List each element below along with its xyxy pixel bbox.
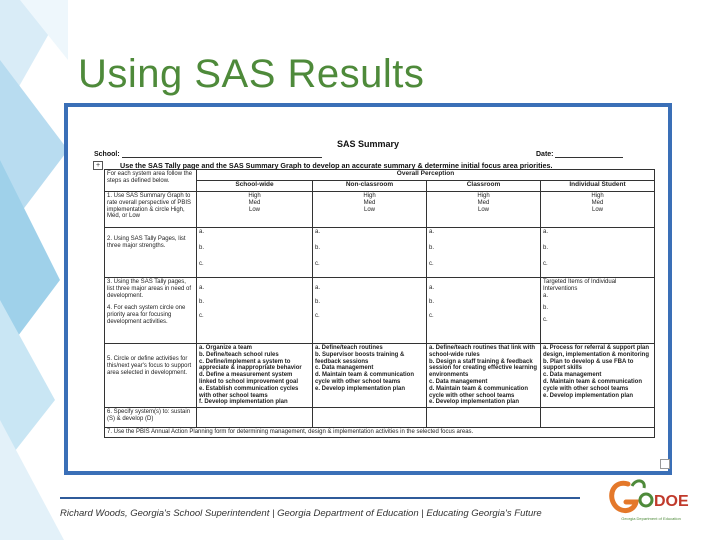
row6-label: 6. Specify system(s) to: sustain (S) & develop (D) [105, 408, 197, 428]
date-label: Date: [536, 151, 554, 158]
resize-handle-icon[interactable] [660, 459, 670, 469]
table-row [105, 408, 655, 428]
rating-cell: High Med Low [197, 192, 313, 228]
row7-instruction: 7. Use the PBIS Annual Action Planning form for determining management, design & implementation activities in the selected focus areas. [105, 428, 655, 438]
rating-cell: High Med Low [427, 192, 541, 228]
table-row [105, 344, 655, 408]
individual-activities-cell: a. Process for referral & support plan design, implementation & monitoring b. Plan to develop & use FBA to support skills c. Data management d. Maintain team & communication cycle with other school teams e. Develop implementation plan [541, 344, 655, 408]
development-cell: a. b. c. [313, 278, 427, 344]
table-row [105, 428, 655, 438]
gadoe-logo [606, 476, 696, 524]
table-row [105, 192, 655, 228]
nonclassroom-activities-cell: a. Define/teach routines b. Supervisor boosts training & feedback sessions c. Data management d. Maintain team & communication cycle with other school teams e. Develop implementation plan [313, 344, 427, 408]
school-field [94, 151, 322, 158]
document-title: SAS Summary [336, 139, 400, 149]
overall-perception-header: Overall Perception [197, 170, 655, 181]
footer-divider [60, 497, 580, 499]
development-cell: a. b. c. [197, 278, 313, 344]
row3-row4-label [105, 278, 197, 344]
schoolwide-activities-cell: a. Organize a team b. Define/teach school rules c. Define/implement a system to appreciate & inappropriate behavior d. Define a measurement system linked to school improvement goal e. Establish communication cycles with other school teams f. Develop implementation plan [197, 344, 313, 408]
table-row [105, 228, 655, 278]
row3-label: 3. Using the SAS Tally pages, list three major areas in need of development. [107, 279, 192, 299]
empty-cell [541, 408, 655, 428]
column-header-schoolwide: School-wide [197, 181, 313, 192]
footer-text: Richard Woods, Georgia's School Superintendent | Georgia Department of Education | Educating Georgia's Future [60, 508, 542, 519]
svg-text:DOE: DOE [654, 493, 689, 510]
date-field [536, 151, 623, 158]
individual-development-cell: Targeted Items of Individual Interventions a. b. c. [541, 278, 655, 344]
classroom-activities-cell: a. Define/teach routines that link with school-wide rules b. Design a staff training & feedback session for creating effective learning environments c. Data management d. Maintain team & communication cycle with other school teams e. Develop implementation plan [427, 344, 541, 408]
empty-cell [197, 408, 313, 428]
empty-cell [313, 408, 427, 428]
strengths-cell: a. b. c. [427, 228, 541, 278]
rating-cell: High Med Low [541, 192, 655, 228]
development-cell: a. b. c. [427, 278, 541, 344]
header-instruction-cell: For each system area follow the steps as defined below. [105, 170, 197, 192]
decorative-left-band [0, 0, 68, 540]
row5-label: 5. Circle or define activities for this/next year's focus to support area selected in development. [105, 344, 197, 408]
strengths-cell: a. b. c. [541, 228, 655, 278]
strengths-cell: a. b. c. [313, 228, 427, 278]
column-header-individual: Individual Student [541, 181, 655, 192]
school-label: School: [94, 151, 120, 158]
table-move-handle-icon[interactable]: + [93, 161, 103, 170]
table-row [105, 278, 655, 344]
strengths-cell: a. b. c. [197, 228, 313, 278]
rating-cell: High Med Low [313, 192, 427, 228]
row1-label: 1. Use SAS Summary Graph to rate overall perspective of PBIS implementation & circle High, Med, or Low [105, 192, 197, 228]
sas-summary-document [74, 111, 662, 467]
instruction-text: Use the SAS Tally page and the SAS Summary Graph to develop an accurate summary & determine initial focus area priorities. [120, 161, 553, 170]
slide-title: Using SAS Results [78, 52, 425, 96]
individual-interventions-heading: Targeted Items of Individual Interventions [543, 279, 617, 292]
column-header-nonclassroom: Non-classroom [313, 181, 427, 192]
svg-text:Georgia Department of Educatio: Georgia Department of Education [621, 516, 681, 521]
date-line [555, 151, 623, 158]
empty-cell [427, 408, 541, 428]
column-header-classroom: Classroom [427, 181, 541, 192]
sas-summary-table [104, 169, 655, 438]
school-line [122, 151, 322, 158]
table-row [105, 170, 655, 181]
row4-label: 4. For each system circle one priority area for focusing development activities. [107, 305, 186, 325]
row2-label: 2. Using SAS Tally Pages, list three major strengths. [105, 228, 197, 278]
document-frame [64, 103, 672, 475]
